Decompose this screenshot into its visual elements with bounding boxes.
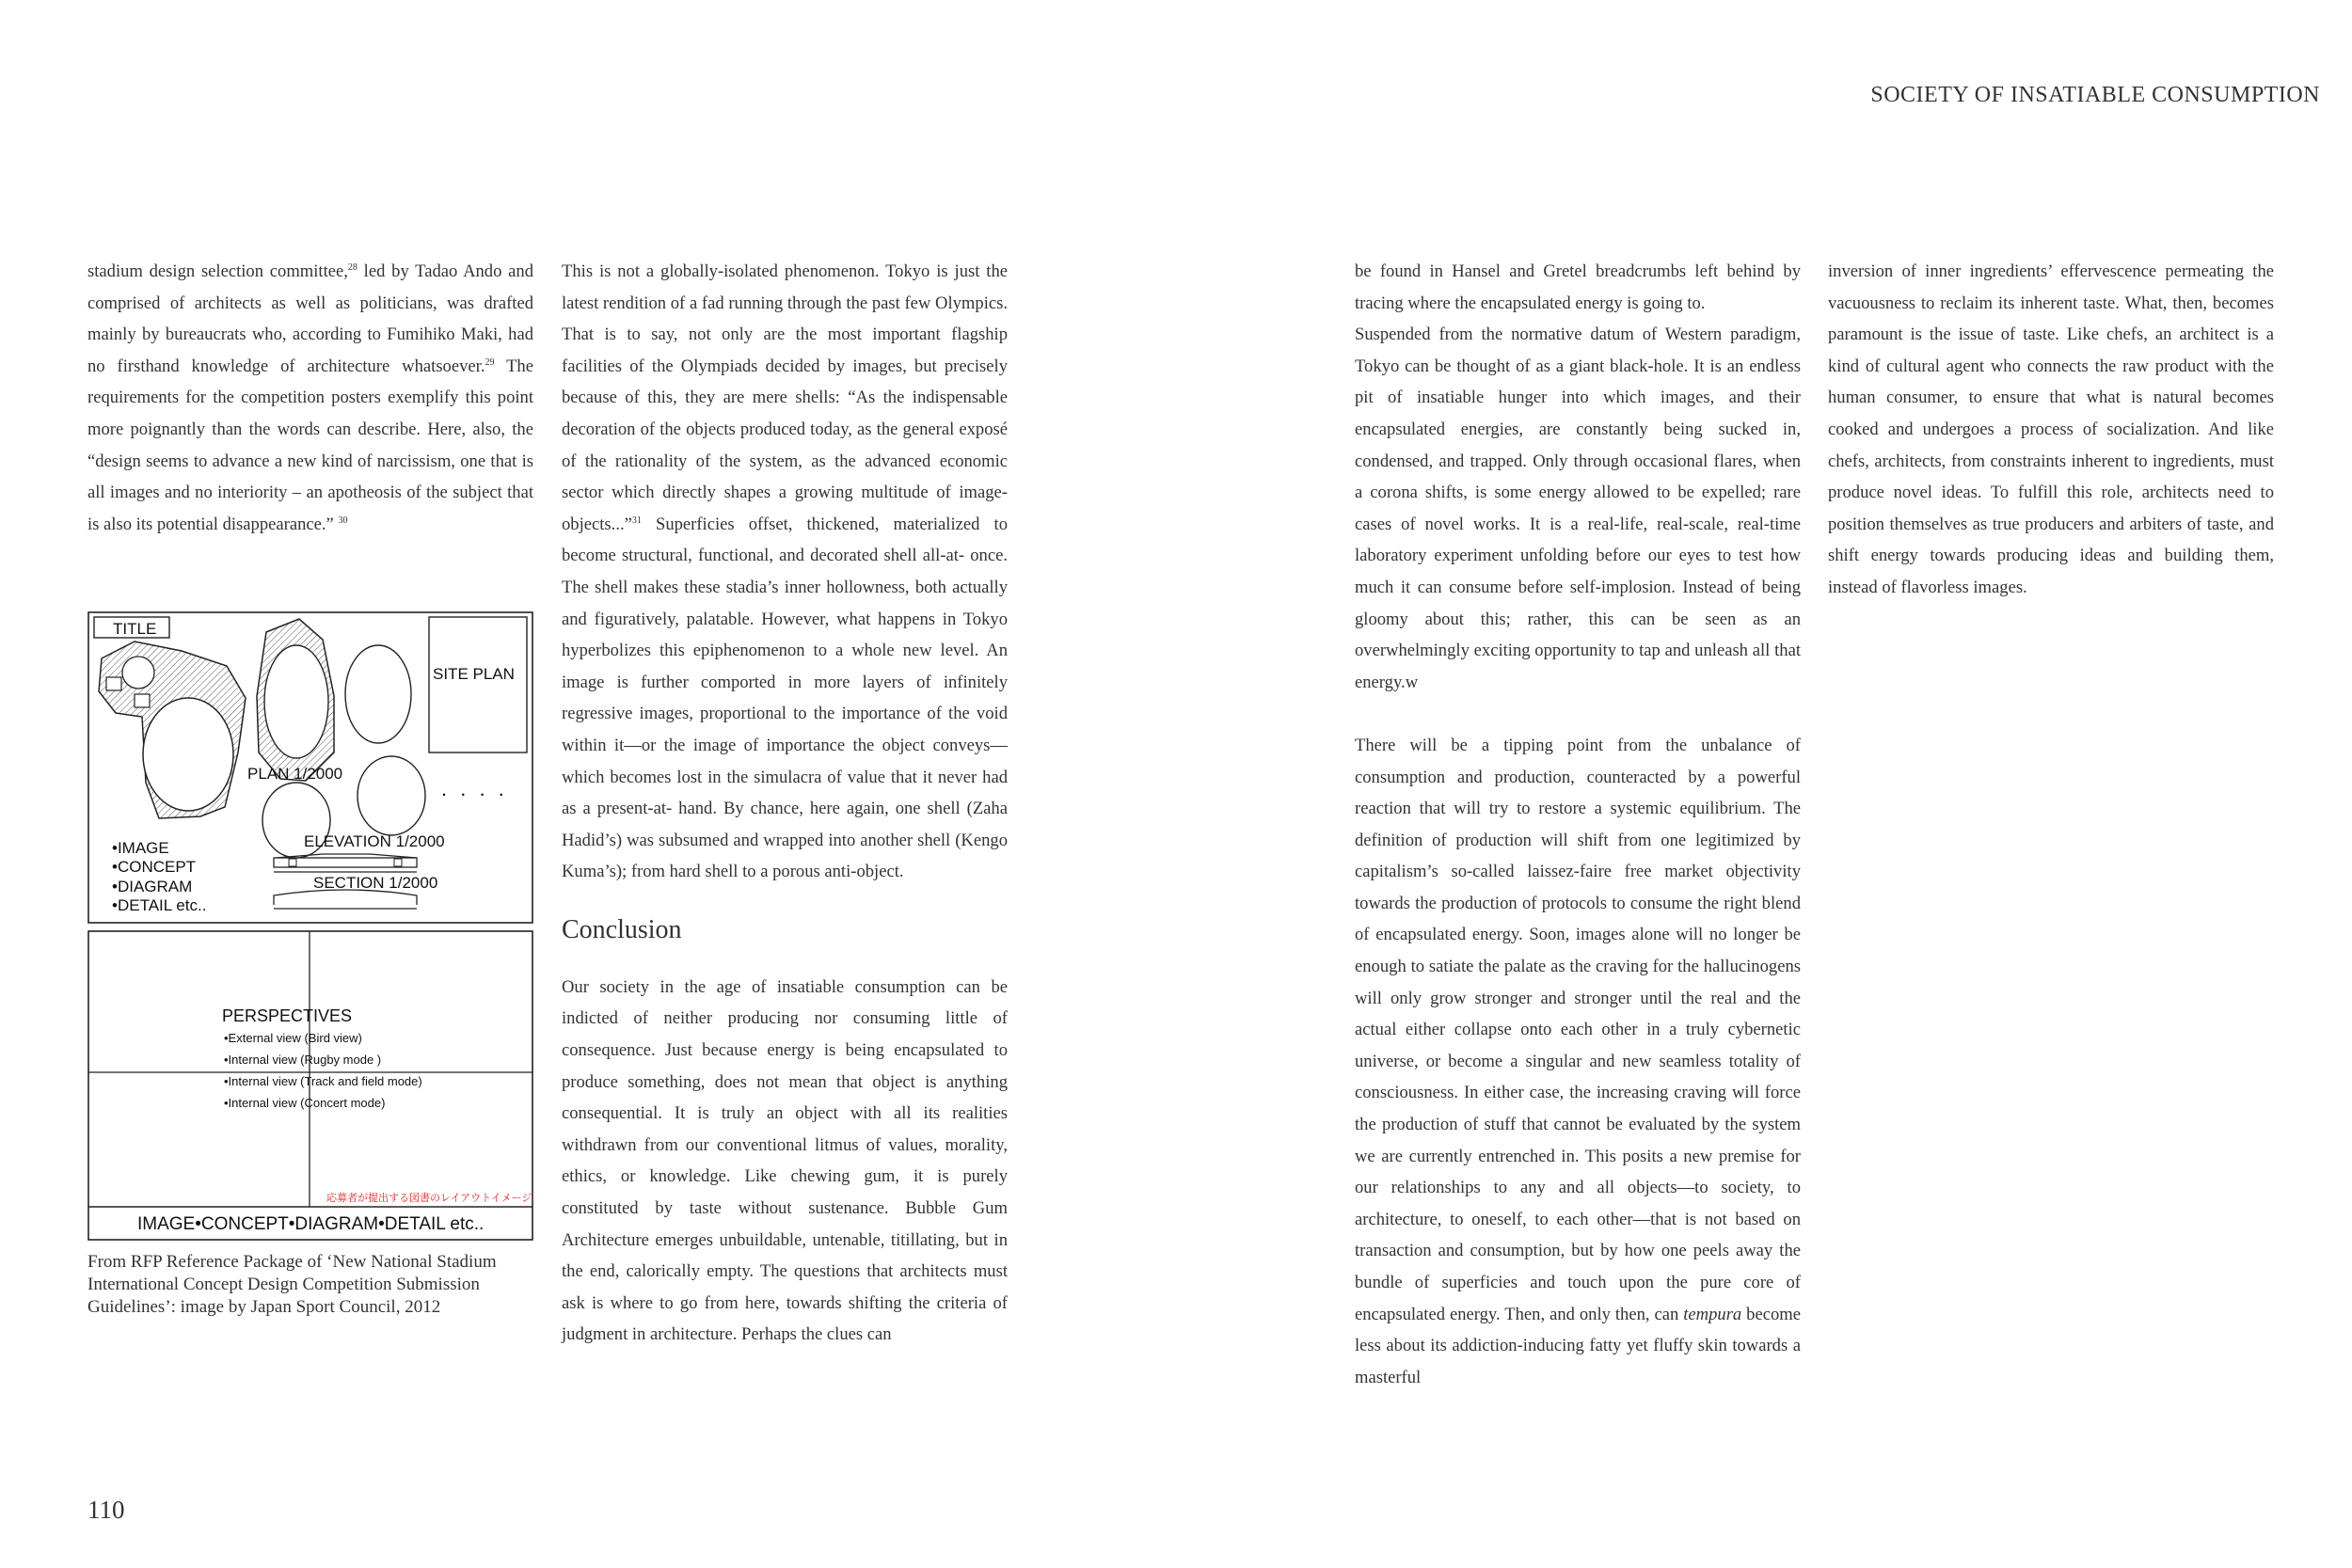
view-item: •Internal view (Track and field mode) — [224, 1074, 422, 1088]
plan-label: PLAN 1/2000 — [247, 765, 343, 783]
text-column-2 — [562, 256, 1008, 1351]
paragraph: This is not a globally-isolated phenomenon. Tokyo is just the latest rendition of a fad running through the past few Olympics. That is to say, not only are the most important flagship facilities of the Olympiads decided by images, but precisely because of this, they are mere shells: “As the indispensable decoration of the objects produced today, as the general exposé of the rationality of the system, as the advanced economic sector which directly shapes a growing multitude of image-objects...”$^{31}$ Superficies offset, thickened, materialized to become structural, functional, and decorated shell all-at- once. The shell makes these stadia’s inner hollowness, both actually and figuratively, palatable. However, what happens in Tokyo hyperbolizes this epiphenomenon to a whole new level. An image is further comported in more layers of infinitely regressive images, proportional to the importance of the void within it—or the image of importance the object conveys—which becomes lost in the simulacra of value that it never had as a present-at- hand. By chance, here again, one shell (Zaha Hadid’s) was subsumed and wrapped into another shell (Kengo Kuma’s); from hard shell to a porous anti-object. — [562, 261, 1008, 882]
oval-plan-5 — [358, 756, 425, 835]
view-item: •Internal view (Rugby mode ) — [224, 1053, 382, 1067]
footnote-ref: 31 — [631, 515, 642, 526]
view-item: •Internal view (Concert mode) — [224, 1096, 386, 1110]
list-item: •CONCEPT — [112, 858, 197, 876]
site-plan-label: SITE PLAN — [433, 665, 515, 683]
section-drawing — [274, 890, 417, 905]
elevation-label: ELEVATION 1/2000 — [304, 832, 445, 850]
list-item: •DIAGRAM — [112, 878, 193, 895]
text-column-1 — [87, 256, 533, 540]
bottom-band-label: IMAGE•CONCEPT•DIAGRAM•DETAIL etc.. — [137, 1214, 485, 1234]
page-number: 110 — [87, 1496, 125, 1524]
paragraph: Our society in the age of insatiable consumption can be indicted of neither producing nor consuming little of consequence. Just because energy is being encapsulated to produce something, does not mean that object is anything consequential. It is truly an object with all its realities withdrawn from our conventional litmus of values, morality, ethics, or knowledge. Like chewing gum, it is purely constituted by taste without sustenance. Bubble Gum Architecture emerges unbuildable, untenable, titillating, but in the end, calorically empty. The questions that architects must ask is where to go from here, towards shifting the criteria of judgment in architecture. Perhaps the clues can — [562, 976, 1008, 1345]
view-item: •External view (Bird view) — [224, 1031, 362, 1045]
site-plan-box — [429, 617, 527, 752]
competition-layout-figure — [87, 611, 533, 1242]
paragraph: be found in Hansel and Gretel breadcrumbs left behind by tracing where the encapsulated energy is going to. — [1355, 261, 1801, 313]
text-column-4 — [1828, 256, 2274, 604]
paragraph: Suspended from the normative datum of Western paradigm, Tokyo can be thought of as a giant black-hole. It is an endless pit of insatiable hunger into which images, and their encapsulated energies, are constantly being sucked in, condensed, and trapped. Only through occasional flares, when a corona shifts, is some energy allowed to be expelled; rare cases of novel works. It is a real-life, real-scale, real-time laboratory experiment unfolding before our eyes to test how much it can consume before self-implosion. Instead of being gloomy about this; rather, this can be seen as an overwhelmingly exciting opportunity to tap and unleash all that energy.w — [1355, 325, 1801, 692]
list-item: •DETAIL etc.. — [112, 896, 207, 914]
emphasis: tempura — [1683, 1304, 1742, 1324]
paragraph: inversion of inner ingredients’ effervescence permeating the vacuousness to reclaim its inherent taste. What, then, becomes paramount is the issue of taste. Like chefs, an architect is a kind of cultural agent who connects the raw product with the human consumer, to ensure that what is natural becomes cooked and undergoes a process of socialization. And like chefs, architects, from constraints inherent to ingredients, must produce novel ideas. To fulfill this role, architects need to position themselves as true producers and arbiters of taste, and shift energy towards producing ideas and building them, instead of flavorless images. — [1828, 261, 2274, 597]
japanese-note: 応募者が提出する図書のレイアウトイメージ — [326, 1193, 532, 1204]
section-heading: Conclusion — [562, 914, 682, 944]
paragraph: stadium design selection committee,$^{28}$ led by Tadao Ando and comprised of architects as well as politicians, was drafted mainly by bureaucrats who, according to Fumihiko Maki, had no firsthand knowledge of architecture whatsoever.$^{29}$ The requirements for the competition posters exemplify this point more poignantly than the words can describe. Here, also, the “design seems to advance a new kind of narcissism, one that is all images and no interiority – an apotheosis of the subject that is also its potential disappearance.” $^{30}$ — [87, 261, 533, 534]
section-label: SECTION 1/2000 — [313, 874, 438, 892]
ellipsis: . . . . — [441, 777, 508, 800]
list-item: •IMAGE — [112, 839, 169, 857]
running-header: SOCIETY OF INSATIABLE CONSUMPTION — [1870, 83, 2320, 107]
paragraph: There will be a tipping point from the unbalance of consumption and production, counteracted by a powerful reaction that will try to restore a systemic equilibrium. The definition of production will shift from one legitimized by capitalism’s so-called laissez-faire free market objectivity towards the production of protocols to consume the right blend of encapsulated energy. Soon, images alone will no longer be enough to satiate the palate as the craving for the hallucinogens will only grow stronger and stronger until the real and the actual either collapse onto each other in a truly cybernetic universe, or become a singular and new seamless totality of consciousness. In either case, the increasing craving will force the production of stuff that cannot be evaluated by the system we are currently entrenched in. This posits a new premise for our relationships to any and all objects—to society, to architecture, to oneself, to each other—that is not based on transaction and consumption, but by how one peels away the bundle of superficies and touch upon the pure core of encapsulated energy. Then, and only then, can tempura become less about its addiction-inducing fatty yet fluffy skin towards a masterful — [1355, 735, 1801, 1387]
text-column-3 — [1355, 256, 1801, 1393]
footnote-ref: 28 — [347, 261, 358, 273]
title-label: TITLE — [113, 620, 157, 638]
figure-caption: From RFP Reference Package of ‘New National Stadium International Concept Design Competition Submission Guidelines’: image by Japan Sport Council, 2012 — [87, 1252, 497, 1317]
stadium-bowl — [143, 698, 233, 811]
perspectives-label: PERSPECTIVES — [222, 1006, 353, 1025]
footnote-ref: 30 — [338, 515, 348, 526]
footnote-ref: 29 — [485, 356, 495, 368]
oval-plan-3 — [345, 645, 411, 743]
